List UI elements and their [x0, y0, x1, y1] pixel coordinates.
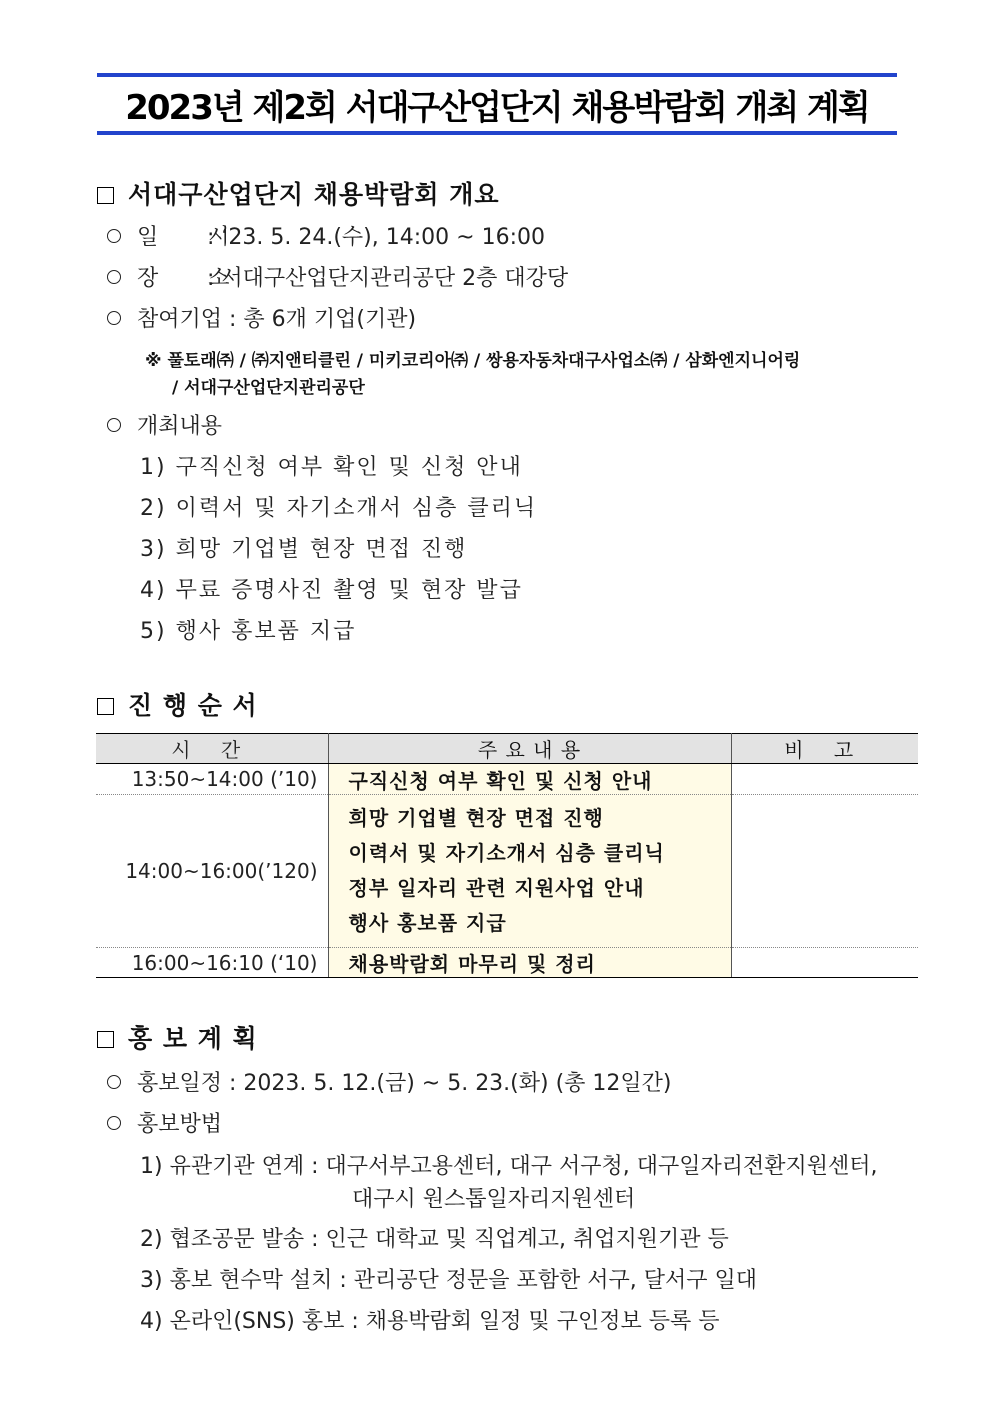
- circle-bullet-icon: [107, 311, 121, 325]
- date-value: : ‘23. 5. 24.(수), 14:00 ~ 16:00: [207, 225, 545, 250]
- content-item: 5) 행사 홍보품 지급: [140, 619, 357, 644]
- row-main-item: 행사 홍보품 지급: [348, 911, 507, 935]
- table-header-row: [96, 734, 918, 764]
- overview-heading-text: 서대구산업단지 채용박람회 개요: [128, 180, 500, 209]
- square-bullet-icon: [97, 698, 114, 715]
- content-label: 개최내용: [137, 414, 223, 439]
- promo-item: 2) 협조공문 발송 : 인근 대학교 및 직업계고, 취업지원기관 등: [140, 1227, 729, 1252]
- content-item: 2) 이력서 및 자기소개서 심층 클리닉: [140, 496, 538, 521]
- promo-item: 4) 온라인(SNS) 홍보 : 채용박람회 일정 및 구인정보 등록 등: [140, 1309, 720, 1334]
- row-note: [731, 948, 918, 978]
- square-bullet-icon: [97, 1031, 114, 1048]
- promo-heading-text: 홍 보 계 획: [128, 1024, 258, 1053]
- row-time: 14:00~16:00(’120): [96, 795, 328, 948]
- table-row: [96, 764, 918, 795]
- row-main-item: 희망 기업별 현장 면접 진행: [348, 806, 604, 830]
- circle-bullet-icon: [107, 270, 121, 284]
- row-note: [731, 764, 918, 795]
- overview-companies: [107, 302, 416, 333]
- overview-heading: [97, 175, 500, 211]
- schedule-table: [96, 733, 918, 978]
- overview-content: [107, 409, 222, 440]
- circle-bullet-icon: [107, 1116, 121, 1130]
- date-label: 일 시: [137, 225, 232, 250]
- circle-bullet-icon: [107, 1075, 121, 1089]
- promo-item: 1) 유관기관 연계 : 대구서부고용센터, 대구 서구청, 대구일자리전환지원센터,: [140, 1154, 878, 1179]
- schedule-heading: [97, 686, 258, 722]
- promo-item-cont: 대구시 원스톱일자리지원센터: [352, 1187, 636, 1212]
- period-value: : 2023. 5. 12.(금) ~ 5. 23.(화) (총 12일간): [229, 1071, 672, 1096]
- method-label: 홍보방법: [137, 1112, 223, 1137]
- place-value: : 서대구산업단지관리공단 2층 대강당: [207, 266, 569, 291]
- circle-bullet-icon: [107, 418, 121, 432]
- companies-note-line2: / 서대구산업단지관리공단: [172, 378, 365, 398]
- row-main-item: 이력서 및 자기소개서 심층 클리닉: [348, 841, 665, 865]
- row-main: [328, 795, 731, 948]
- content-item: 1) 구직신청 여부 확인 및 신청 안내: [140, 455, 523, 480]
- promo-heading: [97, 1019, 258, 1055]
- promo-method: [107, 1107, 222, 1138]
- row-main: 구직신청 여부 확인 및 신청 안내: [328, 764, 731, 795]
- row-main-item: 정부 일자리 관련 지원사업 안내: [348, 876, 645, 900]
- table-row: [96, 948, 918, 978]
- title-box: [97, 73, 897, 135]
- page-title: 2023년 제2회 서대구산업단지 채용박람회 개최 계획: [125, 87, 869, 128]
- overview-date: [107, 220, 545, 251]
- schedule-heading-text: 진 행 순 서: [128, 691, 258, 720]
- promo-period: [107, 1066, 672, 1097]
- period-label: 홍보일정: [137, 1071, 223, 1096]
- row-time: 16:00~16:10 (‘10): [96, 948, 328, 978]
- col-note-header: 비 고: [731, 734, 918, 764]
- promo-item: 3) 홍보 현수막 설치 : 관리공단 정문을 포함한 서구, 달서구 일대: [140, 1268, 757, 1293]
- overview-place: [107, 261, 568, 292]
- col-time-header: 시 간: [96, 734, 328, 764]
- row-main: 채용박람회 마무리 및 정리: [328, 948, 731, 978]
- place-label: 장 소: [137, 266, 232, 291]
- square-bullet-icon: [97, 187, 114, 204]
- table-row: [96, 795, 918, 948]
- col-main-header: 주 요 내 용: [328, 734, 731, 764]
- row-note: [731, 795, 918, 948]
- content-item: 3) 희망 기업별 현장 면접 진행: [140, 537, 468, 562]
- row-time: 13:50~14:00 (’10): [96, 764, 328, 795]
- content-item: 4) 무료 증명사진 촬영 및 현장 발급: [140, 578, 523, 603]
- companies-value: : 총 6개 기업(기관): [229, 307, 417, 332]
- circle-bullet-icon: [107, 229, 121, 243]
- companies-label: 참여기업: [137, 307, 223, 332]
- companies-note-line1: ※ 풀토래㈜ / ㈜지앤티클린 / 미키코리아㈜ / 쌍용자동차대구사업소㈜ / 삼화엔지니어링: [145, 351, 801, 371]
